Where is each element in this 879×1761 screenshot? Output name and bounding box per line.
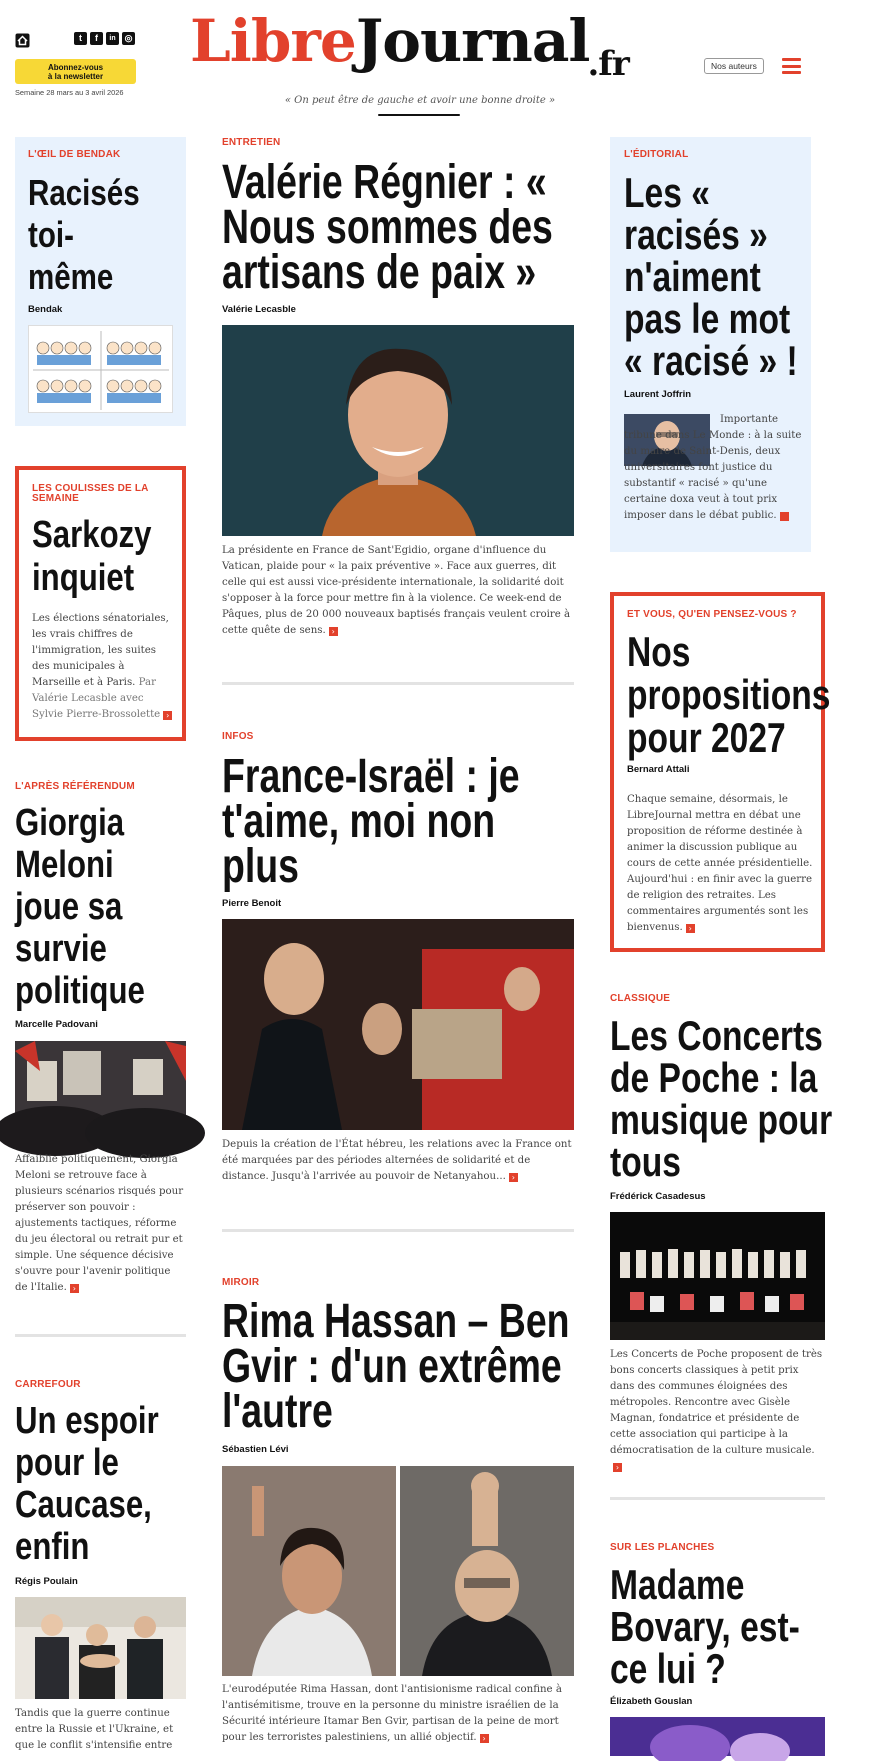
article-summary xyxy=(222,1682,574,1746)
read-more-icon[interactable]: › xyxy=(509,1173,518,1182)
read-more-icon[interactable]: › xyxy=(163,711,172,720)
divider xyxy=(222,682,574,685)
kicker[interactable]: MIROIR xyxy=(222,1277,260,1288)
read-more-icon[interactable]: › xyxy=(686,924,695,933)
article-summary xyxy=(222,543,574,639)
article-summary xyxy=(222,1137,574,1185)
read-more-icon[interactable]: › xyxy=(480,1734,489,1743)
author[interactable]: Sébastien Lévi xyxy=(222,1444,289,1455)
author[interactable]: Frédérick Casadesus xyxy=(610,1191,706,1202)
kicker[interactable]: ENTRETIEN xyxy=(222,137,281,148)
summary-text: La présidente en France de Sant'Egidio, organe d'influence du Vatican, plaide pour « la paix préventive ». Face aux guerres, dit celle qui est aussi vice-présidente internationale, la solidarité doit s'opposer à la force pour mettre fin à la violence. Ce week-end de Pâques, plus de 20 000 nouveaux baptisés français veulent croire à cette quête de sens. xyxy=(222,545,571,636)
kicker[interactable]: LES COULISSES DE LA SEMAINE xyxy=(32,483,149,504)
twitter-icon[interactable]: t xyxy=(74,32,87,45)
article-title[interactable]: Nos propositions pour 2027 xyxy=(627,628,831,761)
article-image[interactable] xyxy=(15,1597,186,1699)
kicker[interactable]: INFOS xyxy=(222,731,254,742)
summary-text: Affaiblie politiquement, Giorgia Meloni se retrouve face à plusieurs scénarios risqués pour préserver son pouvoir : ajustements tactiques, réforme du jeu électoral ou retrait pur et simple. Une séquence décisive s'ouvre pour l'avenir politique de l'Italie. xyxy=(15,1154,184,1293)
week-label: Semaine 28 mars au 3 avril 2026 xyxy=(15,88,124,97)
article-title[interactable]: France-Israël : je t'aime, moi non plus xyxy=(222,750,520,893)
instagram-icon[interactable]: ◎ xyxy=(122,32,135,45)
logo-tld: .fr xyxy=(587,44,629,84)
divider xyxy=(610,1497,825,1500)
kicker[interactable]: ET VOUS, QU'EN PENSEZ-VOUS ? xyxy=(627,609,797,620)
article-title[interactable]: Giorgia Meloni joue sa survie politique xyxy=(15,802,145,1012)
kicker[interactable]: L'APRÈS RÉFÉRENDUM xyxy=(15,781,135,792)
divider xyxy=(222,1229,574,1232)
summary-credit: Par Valérie Lecasble avec Sylvie Pierre-Brossolette xyxy=(32,677,161,720)
summary-text: Importante tribune dans Le Monde : à la suite du maire de Saint-Denis, deux universitaires font justice du substantif « racisé » qu'une certaine doxa veut à tout prix imposer dans le débat public. xyxy=(624,414,802,521)
article-image[interactable] xyxy=(610,1212,825,1340)
kicker[interactable]: L'ÉDITORIAL xyxy=(624,149,689,160)
summary-text: Depuis la création de l'État hébreu, les relations avec la France ont été marquées par des périodes alternées de solidarité et de distance. Jusqu'à l'arrivée au pouvoir de Netanyahou... xyxy=(222,1139,572,1182)
article-title[interactable]: Sarkozy inquiet xyxy=(32,514,152,599)
article-title[interactable]: Les Concerts de Poche : la musique pour tous xyxy=(610,1012,833,1185)
author[interactable]: Bendak xyxy=(28,304,63,315)
author[interactable]: Régis Poulain xyxy=(15,1576,78,1587)
tagline: « On peut être de gauche et avoir une bonne droite » xyxy=(284,95,556,106)
author[interactable]: Élizabeth Gouslan xyxy=(610,1696,693,1707)
linkedin-icon[interactable]: in xyxy=(106,32,119,45)
article-image[interactable] xyxy=(15,1041,186,1143)
author[interactable]: Pierre Benoit xyxy=(222,898,282,909)
article-summary xyxy=(610,1347,825,1475)
article-summary xyxy=(627,792,813,936)
article-summary xyxy=(15,1152,186,1296)
summary-text: Chaque semaine, désormais, le LibreJournal mettra en débat une proposition de réforme destinée à animer la discussion publique au cours de cette année présidentielle. Aujourd'hui : en finir avec la guerre de religion des retraites. Les commentaires argumentés sont les bienvenus. xyxy=(627,794,813,933)
article-image[interactable] xyxy=(222,325,574,536)
logo-part1: Libre xyxy=(190,7,356,75)
cartoon-image[interactable] xyxy=(28,325,173,413)
kicker[interactable]: CARREFOUR xyxy=(15,1379,81,1390)
newsletter-button[interactable]: Abonnez-vous à la newsletter xyxy=(15,59,136,84)
read-more-icon[interactable]: › xyxy=(780,512,789,521)
authors-button[interactable]: Nos auteurs xyxy=(704,58,764,74)
divider xyxy=(15,1334,186,1337)
article-title[interactable]: Valérie Régnier : « Nous sommes des artisans de paix » xyxy=(222,156,553,299)
read-more-icon[interactable]: › xyxy=(70,1284,79,1293)
article-image[interactable] xyxy=(610,1717,825,1756)
read-more-icon[interactable]: › xyxy=(329,627,338,636)
author[interactable]: Valérie Lecasble xyxy=(222,304,296,315)
article-title[interactable]: Rima Hassan – Ben Gvir : d'un extrême l'autre xyxy=(222,1295,570,1438)
author[interactable]: Laurent Joffrin xyxy=(624,389,692,400)
read-more-icon[interactable]: › xyxy=(613,1463,622,1472)
summary-text: Les Concerts de Poche proposent de très bons concerts classiques à petit prix dans des communes éloignées des métropoles. Rencontre avec Gisèle Magnan, fondatrice et présidente de cette association qui participe à la démocratisation de la culture musicale. xyxy=(610,1349,823,1456)
article-title[interactable]: Un espoir pour le Caucase, enfin xyxy=(15,1400,159,1568)
home-icon[interactable] xyxy=(15,33,30,48)
logo-part2: Journal xyxy=(355,7,590,75)
author[interactable]: Marcelle Padovani xyxy=(15,1019,98,1030)
kicker[interactable]: L'ŒIL DE BENDAK xyxy=(28,149,121,160)
article-title[interactable]: Madame Bovary, est- ce lui ? xyxy=(610,1561,800,1692)
article-title[interactable]: Racisés toi- même xyxy=(28,172,140,297)
kicker[interactable]: CLASSIQUE xyxy=(610,993,671,1004)
article-summary: Tandis que la guerre continue entre la Russie et l'Ukraine, et que le conflit s'intensifie entre xyxy=(15,1708,174,1751)
site-logo[interactable] xyxy=(190,6,629,99)
summary-text: Les élections sénatoriales, les vrais chiffres de l'immigration, les suites des municipales à Marseille et à Paris. xyxy=(32,613,169,688)
article-title[interactable]: Les « racisés » n'aiment pas le mot « racisé » ! xyxy=(624,169,798,384)
article-summary xyxy=(624,412,879,524)
article-image[interactable] xyxy=(222,1466,574,1676)
summary-text: L'eurodéputée Rima Hassan, dont l'antisionisme radical confine à l'antisémitisme, trouve en la personne du ministre israélien de la Sécurité intérieure Itamar Ben Gvir, partisan de la peine de mort pour les terroristes palestiniens, un allié objectif. xyxy=(222,1684,562,1743)
tagline-divider xyxy=(378,114,460,116)
facebook-icon[interactable]: f xyxy=(90,32,103,45)
author[interactable]: Bernard Attali xyxy=(627,764,690,775)
hamburger-menu-icon[interactable] xyxy=(782,58,801,74)
kicker[interactable]: SUR LES PLANCHES xyxy=(610,1542,715,1553)
article-image[interactable] xyxy=(222,919,574,1130)
article-summary xyxy=(32,611,174,723)
